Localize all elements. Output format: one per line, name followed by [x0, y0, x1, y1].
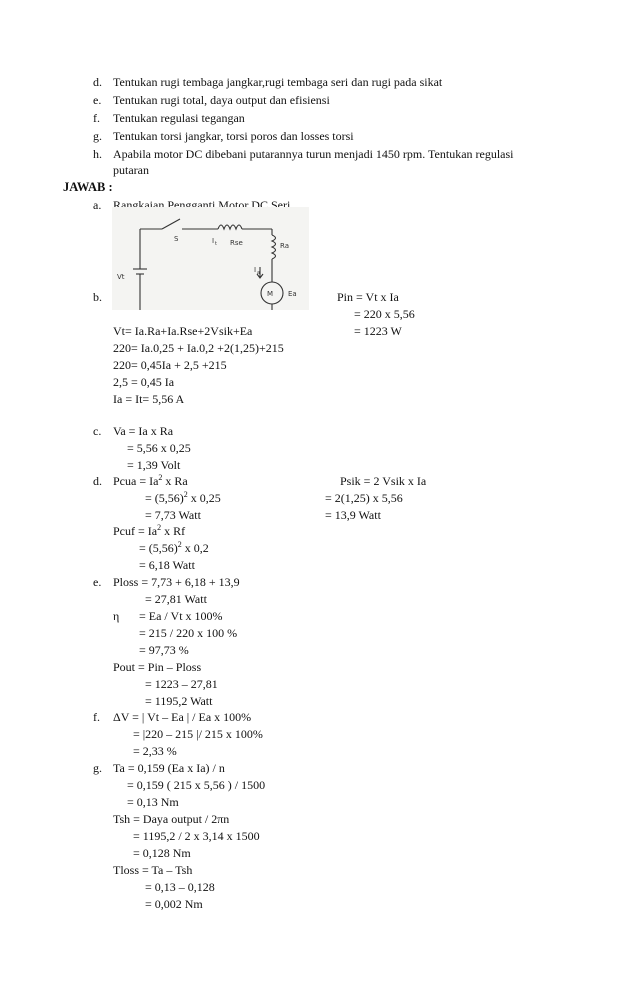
c-line-3: = 1,39 Volt: [127, 458, 181, 472]
pout-line-3: = 1195,2 Watt: [145, 694, 213, 708]
circuit-label-ra: Ra: [280, 242, 289, 250]
answer-f-letter: f.: [93, 710, 100, 724]
question-d-text: Tentukan rugi tembaga jangkar,rugi tembaga seri dan rugi pada sikat: [113, 75, 443, 89]
pin-line-1: Pin = Vt x Ia: [337, 290, 399, 304]
ta-line-3: = 0,13 Nm: [127, 795, 179, 809]
answer-g-letter: g.: [93, 761, 102, 775]
answer-a-title: Rangkaian Pengganti Motor DC Seri: [113, 198, 291, 212]
pcuf-line-3: = 6,18 Watt: [139, 558, 195, 572]
circuit-label-ia: I: [254, 266, 257, 274]
circuit-label-it: I: [212, 237, 215, 245]
ta-line-1: Ta = 0,159 (Ea x Ia) / n: [113, 761, 225, 775]
circuit-label-vt: Vt: [117, 273, 125, 281]
ploss-line-2: = 27,81 Watt: [145, 592, 207, 606]
b-line-4: 2,5 = 0,45 Ia: [113, 375, 175, 389]
question-h-text-cont: putaran: [113, 163, 149, 177]
circuit-label-s: S: [174, 235, 179, 243]
answer-d-letter: d.: [93, 474, 102, 488]
tsh-line-1: Tsh = Daya output / 2πn: [113, 812, 230, 826]
question-h-letter: h.: [93, 147, 102, 161]
pcua-line-3: = 7,73 Watt: [145, 508, 201, 522]
c-line-1: Va = Ia x Ra: [113, 424, 174, 438]
eta-line-3: = 97,73 %: [139, 643, 189, 657]
switch-blade: [162, 219, 180, 229]
pout-line-1: Pout = Pin – Ploss: [113, 660, 202, 674]
pcuf-line-2: = $(5,56)^2$ x 0,2: [139, 540, 209, 555]
pcua-line-2: = $(5,56)^2$ x 0,25: [145, 490, 221, 505]
c-line-2: = 5,56 x 0,25: [127, 441, 191, 455]
ploss-line-1: Ploss = 7,73 + 6,18 + 13,9: [113, 575, 240, 589]
circuit-label-it-sub: t: [215, 241, 217, 247]
question-f-text: Tentukan regulasi tegangan: [113, 111, 245, 125]
equivalent-circuit-diagram: [112, 207, 309, 310]
tloss-line-2: = 0,13 – 0,128: [145, 880, 215, 894]
eta-line-2: = 215 / 220 x 100 %: [139, 626, 238, 640]
circuit-label-ea: Ea: [288, 290, 297, 298]
rse-coil: [218, 225, 242, 229]
pin-line-3: = 1223 W: [354, 324, 402, 338]
pin-line-2: = 220 x 5,56: [354, 307, 415, 321]
jawab-heading: JAWAB :: [63, 180, 113, 194]
circuit-label-ia-sub: a: [257, 270, 261, 276]
ta-line-2: = 0,159 ( 215 x 5,56 ) / 1500: [127, 778, 266, 792]
pcuf-line-1: Pcuf = $Ia^2$ x Rf: [113, 523, 186, 538]
question-e-letter: e.: [93, 93, 102, 107]
eta-symbol: η: [113, 609, 120, 623]
question-g-text: Tentukan torsi jangkar, torsi poros dan losses torsi: [113, 129, 354, 143]
tloss-line-1: Tloss = Ta – Tsh: [113, 863, 193, 877]
answer-e-letter: e.: [93, 575, 102, 589]
tsh-line-3: = 0,128 Nm: [133, 846, 191, 860]
tsh-line-2: = 1195,2 / 2 x 3,14 x 1500: [133, 829, 260, 843]
circuit-label-rse: Rse: [230, 239, 243, 247]
pcua-line-1: Pcua = $Ia^2$ x Ra: [113, 473, 188, 488]
answer-b-letter: b.: [93, 290, 102, 304]
psik-line-2: = 2(1,25) x 5,56: [325, 491, 403, 505]
pout-line-2: = 1223 – 27,81: [145, 677, 218, 691]
psik-line-3: = 13,9 Watt: [325, 508, 381, 522]
f-line-1: ΔV = | Vt – Ea | / Ea x 100%: [113, 710, 252, 724]
question-h-text: Apabila motor DC dibebani putarannya turun menjadi 1450 rpm. Tentukan regulasi: [113, 147, 514, 161]
f-line-3: = 2,33 %: [133, 744, 177, 758]
b-line-3: 220= 0,45Ia + 2,5 +215: [113, 358, 227, 372]
answer-a-letter: a.: [93, 198, 102, 212]
tloss-line-3: = 0,002 Nm: [145, 897, 203, 911]
b-line-5: Ia = It= 5,56 A: [113, 392, 185, 406]
question-f-letter: f.: [93, 111, 100, 125]
f-line-2: = |220 – 215 |/ 215 x 100%: [133, 727, 263, 741]
question-d-letter: d.: [93, 75, 102, 89]
b-line-1: Vt= Ia.Ra+Ia.Rse+2Vsik+Ea: [113, 324, 253, 338]
question-g-letter: g.: [93, 129, 102, 143]
question-e-text: Tentukan rugi total, daya output dan efisiensi: [113, 93, 330, 107]
ra-coil: [272, 235, 276, 259]
answer-c-letter: c.: [93, 424, 102, 438]
b-line-2: 220= Ia.0,25 + Ia.0,2 +2(1,25)+215: [113, 341, 284, 355]
circuit-label-m: M: [267, 290, 274, 298]
eta-line-1: = Ea / Vt x 100%: [139, 609, 223, 623]
psik-line-1: Psik = 2 Vsik x Ia: [340, 474, 427, 488]
